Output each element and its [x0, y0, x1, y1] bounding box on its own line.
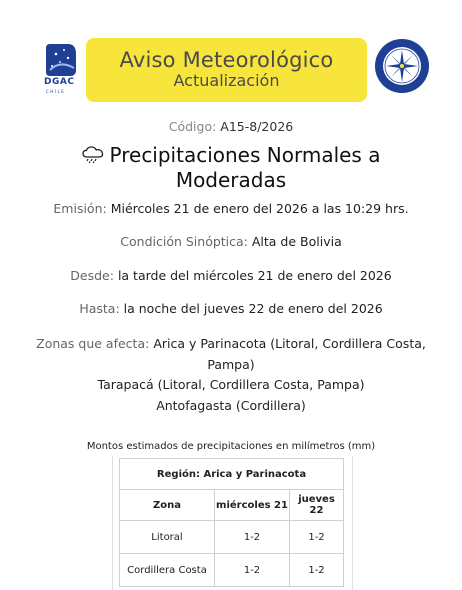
alert-banner	[86, 38, 367, 102]
emision-value: Miércoles 21 de enero del 2026 a las 10:29 hrs.	[110, 201, 409, 216]
table-header-row	[120, 490, 344, 521]
condicion-label: Condición Sinóptica:	[120, 234, 248, 249]
table-caption: Montos estimados de precipitaciones en milímetros (mm)	[86, 441, 376, 452]
zonas-line1: Arica y Parinacota (Litoral, Cordillera Costa,	[153, 336, 426, 351]
code-label: Código:	[168, 119, 217, 134]
precipitation-table	[119, 458, 344, 587]
title-text	[82, 143, 381, 193]
code-line	[0, 119, 462, 134]
cloud-rain-icon	[82, 146, 104, 164]
banner-subtitle: Actualización	[173, 71, 280, 90]
column-header: Zona	[120, 490, 215, 521]
alert-title	[0, 143, 462, 193]
emision-label: Emisión:	[53, 201, 107, 216]
hasta-value: la noche del jueves 22 de enero del 2026	[123, 301, 383, 316]
table-cell: Litoral	[120, 521, 215, 554]
zonas-line2: Pampa)	[207, 356, 255, 372]
hasta-line	[0, 299, 462, 319]
condicion-line	[0, 232, 462, 252]
table-region-row	[120, 459, 344, 490]
column-header: jueves 22	[290, 490, 344, 521]
title-line2: Moderadas	[175, 168, 287, 192]
banner-title: Aviso Meteorológico	[119, 48, 334, 72]
desde-label: Desde:	[70, 268, 114, 283]
table-cell: Cordillera Costa	[120, 554, 215, 587]
zonas-label: Zonas que afecta:	[36, 336, 150, 351]
desde-value: la tarde del miércoles 21 de enero del 2026	[117, 268, 392, 283]
dgac-logo-subtext: CHILE	[46, 89, 66, 94]
table-cell: 1-2	[215, 554, 290, 587]
column-header: miércoles 21	[215, 490, 290, 521]
table-row	[120, 554, 344, 587]
condicion-value: Alta de Bolivia	[251, 234, 342, 249]
emision-line	[0, 199, 462, 219]
zonas-line4: Antofagasta (Cordillera)	[156, 397, 306, 413]
meteorological-service-seal-icon	[374, 38, 430, 94]
title-line1: Precipitaciones Normales a	[109, 143, 381, 167]
table-cell: 1-2	[215, 521, 290, 554]
hasta-label: Hasta:	[79, 301, 120, 316]
table-cell: 1-2	[290, 554, 344, 587]
code-value: A15-8/2026	[220, 119, 294, 134]
desde-line	[0, 266, 462, 286]
region-cell: Región: Arica y Parinacota	[120, 459, 344, 490]
zonas-block	[0, 334, 462, 416]
dgac-logo-text: DGAC	[44, 77, 75, 87]
zonas-line3: Tarapacá (Litoral, Cordillera Costa, Pampa)	[97, 377, 365, 392]
header	[0, 0, 462, 110]
table-cell: 1-2	[290, 521, 344, 554]
table-row	[120, 521, 344, 554]
